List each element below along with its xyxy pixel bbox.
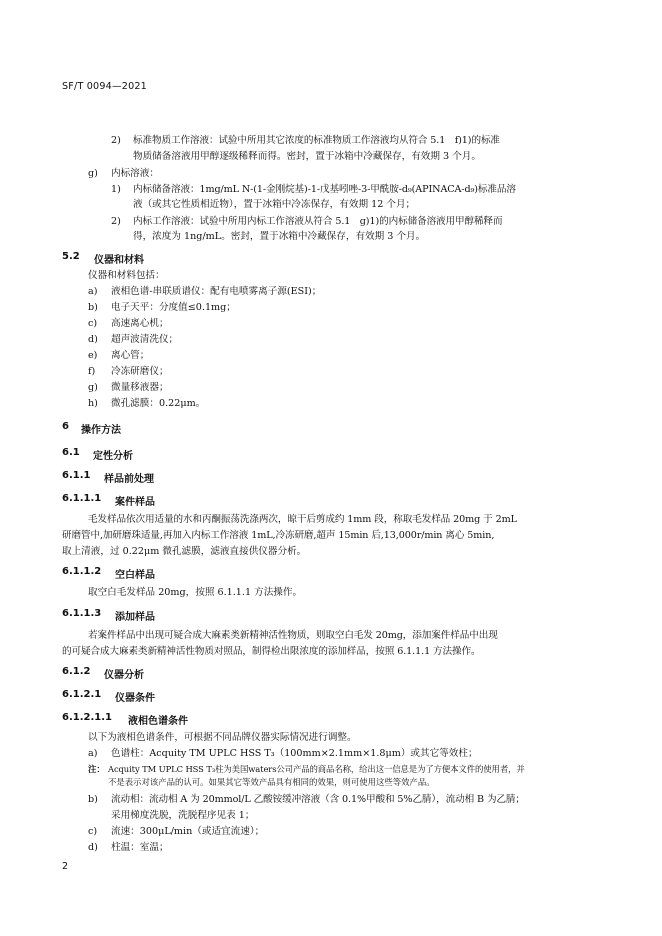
sec52-intro: 仪器和材料包括： <box>88 270 165 281</box>
sec52-title: 仪器和材料 <box>94 255 144 266</box>
list-label: c) <box>88 826 98 837</box>
list-item: 冷冻研磨仪； <box>111 366 169 377</box>
sec611-title: 样品前处理 <box>104 474 154 485</box>
g-label: g) <box>88 168 98 179</box>
list-label: b) <box>88 302 98 313</box>
sec6113-title: 添加样品 <box>115 612 155 623</box>
page-number: 2 <box>62 861 69 872</box>
list-item: 微孔滤膜：0.22μm。 <box>111 398 206 409</box>
g2-line-1: 内标工作溶液：试验中所用内标工作溶液从符合 5.1 g)1)的内标储备溶液用甲醇稀释而 <box>133 216 503 227</box>
f2-line-1: 标准物质工作溶液：试验中所用其它浓度的标准物质工作溶液均从符合 5.1 f)1)的标准 <box>133 135 500 146</box>
list-label: c) <box>88 318 98 329</box>
sec6121-number: 6.1.2.1 <box>62 689 102 700</box>
sec6112-line-1: 取空白毛发样品 20mg，按照 6.1.1.1 方法操作。 <box>88 587 303 598</box>
list-label: b) <box>88 794 98 805</box>
g2-number: 2) <box>111 216 121 227</box>
list-label: h) <box>88 398 98 409</box>
list-item: 液相色谱-串联质谱仪：配有电喷雾离子源(ESI)； <box>111 286 322 297</box>
list-label: g) <box>88 382 98 393</box>
list-item: 超声波清洗仪； <box>111 334 179 345</box>
g-text: 内标溶液： <box>111 168 159 179</box>
sec6112-title: 空白样品 <box>115 570 155 581</box>
sec6111-line-2: 研磨管中,加研磨珠适量,再加入内标工作溶液 1mL,冷冻研磨,超声 15min 后,13,000r/min 离心 5min, <box>62 530 495 541</box>
g1-line-1: 内标储备溶液：1mg/mL N-(1-金刚烷基)-1-戊基吲唑-3-甲酰胺-d₉(APINACA-d₉)标准品溶 <box>133 184 516 195</box>
list-label: f) <box>88 366 96 377</box>
g2-line-2: 得，浓度为 1ng/mL。密封，置于冰箱中冷藏保存，有效期 3 个月。 <box>133 231 426 242</box>
sec6113-number: 6.1.1.3 <box>62 608 102 619</box>
list-label: d) <box>88 842 98 853</box>
list-item: 微量移液器； <box>111 382 169 393</box>
sec61211-number: 6.1.2.1.1 <box>62 712 112 723</box>
list-item: 高速离心机； <box>111 318 169 329</box>
sec6111-line-3: 取上清液，过 0.22μm 微孔滤膜，滤液直接供仪器分析。 <box>62 546 307 557</box>
list-item: 电子天平：分度值≤0.1mg； <box>111 302 236 313</box>
g1-line-2: 液（或其它性质相近物），置于冰箱中冷冻保存，有效期 12 个月； <box>133 199 416 210</box>
sec6113-line-1: 若案件样品中出现可疑合成大麻素类新精神活性物质，则取空白毛发 20mg，添加案件样品中出现 <box>88 630 498 641</box>
column-temp-item: 柱温：室温； <box>111 842 169 853</box>
note-label: 注： <box>88 764 105 774</box>
sec6-title: 操作方法 <box>81 425 121 436</box>
list-label: e) <box>88 350 98 361</box>
sec6112-number: 6.1.1.2 <box>62 566 102 577</box>
note-line-2: 不是表示对该产品的认可。如果其它等效产品具有相同的效果，则可使用这些等效产品。 <box>108 777 435 787</box>
list-item: 离心管； <box>111 350 150 361</box>
sec6111-number: 6.1.1.1 <box>62 493 102 504</box>
sec611-number: 6.1.1 <box>62 470 91 481</box>
f2-line-2: 物质储备溶液用甲醇逐级稀释而得。密封，置于冰箱中冷藏保存，有效期 3 个月。 <box>133 151 481 162</box>
sec6113-line-2: 的可疑合成大麻素类新精神活性物质对照品，制得检出限浓度的添加样品，按照 6.1.1.1 方法操作。 <box>62 646 481 657</box>
f2-number: 2) <box>111 135 121 146</box>
sec61211-title: 液相色谱条件 <box>128 716 188 727</box>
doc-code: SF/T 0094—2021 <box>62 81 147 92</box>
mobile-phase-line-2: 采用梯度洗脱，洗脱程序见表 1； <box>111 810 255 821</box>
list-label: a) <box>88 748 98 759</box>
sec61211-intro: 以下为液相色谱条件，可根据不同品牌仪器实际情况进行调整。 <box>88 732 357 743</box>
sec6121-title: 仪器条件 <box>115 693 155 704</box>
column-item: 色谱柱：Acquity TM UPLC HSS T₃（100mm×2.1mm×1.8μm）或其它等效柱； <box>111 748 478 759</box>
sec6-number: 6 <box>62 421 69 432</box>
sec52-number: 5.2 <box>62 251 80 262</box>
sec6111-title: 案件样品 <box>115 497 155 508</box>
sec61-title: 定性分析 <box>93 451 133 462</box>
flow-rate-item: 流速：300μL/min（或适宜流速）； <box>111 826 265 837</box>
sec612-number: 6.1.2 <box>62 666 91 677</box>
list-label: d) <box>88 334 98 345</box>
note-line-1: Acquity TM UPLC HSS T₃柱为美国waters公司产品的商品名称，给出这一信息是为了方便本文件的使用者，并 <box>108 764 525 774</box>
sec6111-line-1: 毛发样品依次用适量的水和丙酮振荡洗涤两次，晾干后剪成约 1mm 段，称取毛发样品 20mg 于 2mL <box>88 514 517 525</box>
g1-number: 1) <box>111 184 121 195</box>
sec612-title: 仪器分析 <box>104 670 144 681</box>
mobile-phase-line-1: 流动相：流动相 A 为 20mmol/L 乙酸铵缓冲溶液（含 0.1%甲酸和 5%乙腈），流动相 B 为乙腈； <box>111 794 525 805</box>
list-label: a) <box>88 286 98 297</box>
sec61-number: 6.1 <box>62 447 80 458</box>
